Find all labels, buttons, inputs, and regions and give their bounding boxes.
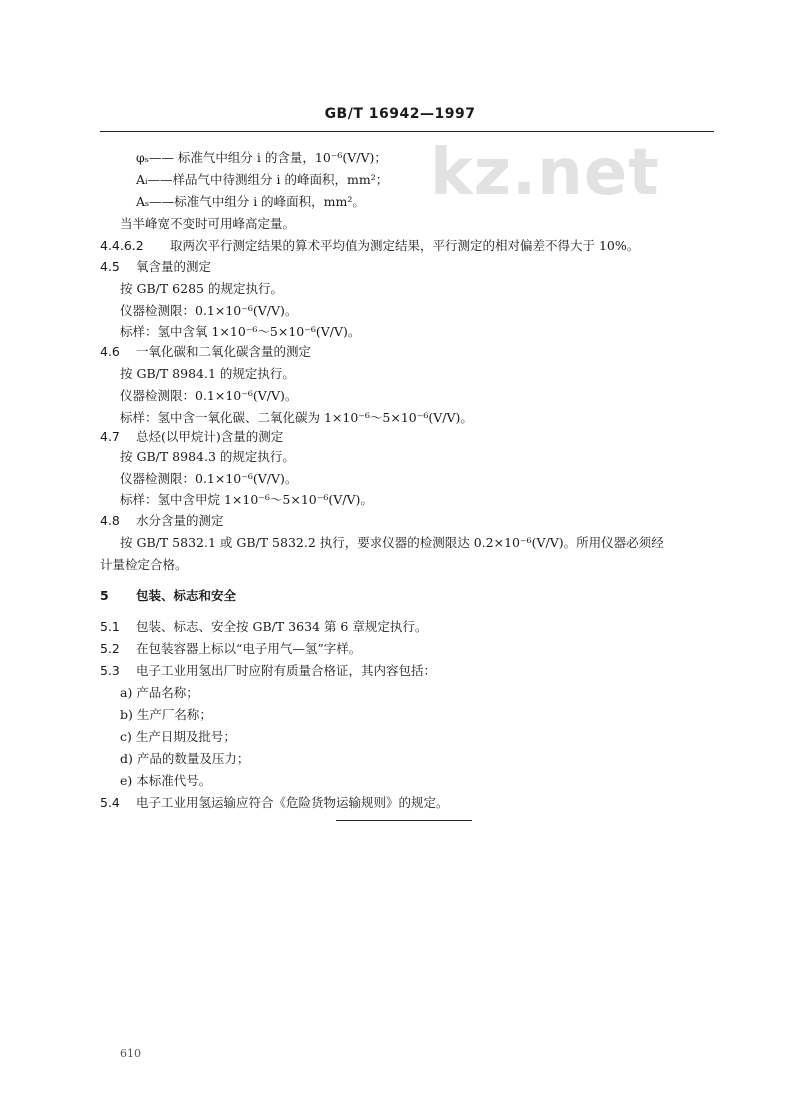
text-line: [120, 490, 373, 508]
line-text: 水分含量的测定: [136, 513, 224, 528]
section-line: [100, 639, 361, 657]
text-line: [120, 727, 236, 745]
text-line: [120, 749, 249, 767]
line-text: 包装、标志、安全按 GB/T 3634 第 6 章规定执行。: [136, 619, 428, 634]
text-line: [120, 364, 295, 382]
clause-number: 5.3: [100, 663, 120, 678]
line-text: e) 本标准代号。: [120, 773, 212, 788]
line-text: 仪器检测限：0.1×10⁻⁶(V/V)。: [120, 471, 298, 486]
line-text: 氧含量的测定: [136, 259, 212, 274]
clause-number: 5.1: [100, 619, 120, 634]
line-text: 一氧化碳和二氧化碳含量的测定: [136, 344, 312, 359]
text-line: [120, 386, 297, 404]
line-text: c) 生产日期及批号；: [120, 729, 236, 744]
line-text: 电子工业用氢运输应符合《危险货物运输规则》的规定。: [136, 795, 449, 810]
line-text: 标样：氢中含氧 1×10⁻⁶～5×10⁻⁶(V/V)。: [120, 324, 361, 339]
page-header-standard-number: GB/T 16942—1997: [324, 106, 476, 122]
line-text: 仪器检测限：0.1×10⁻⁶(V/V)。: [120, 303, 298, 318]
line-text: 标样：氢中含一氧化碳、二氧化碳为 1×10⁻⁶～5×10⁻⁶(V/V)。: [120, 410, 473, 425]
clause-number: 5.2: [100, 641, 120, 656]
clause-number: 4.7: [100, 429, 120, 444]
text-line: [136, 148, 387, 166]
section-line: [100, 793, 449, 811]
text-line: [120, 447, 295, 465]
clause-number: 4.8: [100, 513, 120, 528]
section-line: [100, 257, 211, 275]
text-line: [100, 555, 188, 573]
line-text: 取两次平行测定结果的算术平均值为测定结果，平行测定的相对偏差不得大于 10%。: [170, 238, 640, 253]
page-number: 610: [120, 1047, 141, 1060]
line-text: 当半峰宽不变时可用峰高定量。: [120, 216, 296, 231]
end-rule: [336, 820, 472, 821]
text-line: [120, 469, 297, 487]
text-line: [120, 279, 283, 297]
text-line: [120, 683, 199, 701]
watermark: kz.net: [430, 136, 660, 210]
text-line: [120, 771, 211, 789]
line-text: b) 生产厂名称；: [120, 707, 212, 722]
line-text: 按 GB/T 6285 的规定执行。: [120, 281, 283, 296]
line-text: 按 GB/T 8984.3 的规定执行。: [120, 449, 295, 464]
text-line: [120, 301, 297, 319]
line-text: 按 GB/T 5832.1 或 GB/T 5832.2 执行，要求仪器的检测限达 0.2×10⁻⁶(V/V)。所用仪器必须经: [120, 535, 664, 550]
clause-number: 4.4.6.2: [100, 238, 144, 253]
section-line: [100, 236, 639, 254]
line-text: 总烃(以甲烷计)含量的测定: [136, 429, 284, 444]
section-line: [100, 342, 311, 360]
section-line: [100, 617, 427, 635]
section-line: [100, 586, 236, 604]
line-text: φₛ—— 标准气中组分 i 的含量，10⁻⁶(V/V)；: [136, 150, 387, 165]
section-line: [100, 427, 283, 445]
line-text: 包装、标志和安全: [136, 588, 237, 603]
clause-number: 5: [100, 588, 109, 603]
text-line: [120, 533, 664, 551]
line-text: 标样：氢中含甲烷 1×10⁻⁶～5×10⁻⁶(V/V)。: [120, 492, 373, 507]
line-text: d) 产品的数量及压力；: [120, 751, 250, 766]
header-rule: [100, 131, 714, 132]
line-text: 在包装容器上标以“电子用气—氢”字样。: [136, 641, 362, 656]
line-text: 按 GB/T 8984.1 的规定执行。: [120, 366, 295, 381]
clause-number: 5.4: [100, 795, 120, 810]
line-text: 仪器检测限：0.1×10⁻⁶(V/V)。: [120, 388, 298, 403]
text-line: [120, 408, 473, 426]
line-text: 计量检定合格。: [100, 557, 188, 572]
clause-number: 4.6: [100, 344, 120, 359]
clause-number: 4.5: [100, 259, 120, 274]
line-text: a) 产品名称；: [120, 685, 199, 700]
text-line: [120, 705, 212, 723]
line-text: Aₛ——标准气中组分 i 的峰面积，mm²。: [136, 194, 365, 209]
text-line: [136, 192, 365, 210]
section-line: [100, 511, 224, 529]
line-text: Aᵢ——样品气中待测组分 i 的峰面积，mm²；: [136, 172, 389, 187]
line-text: 电子工业用氢出厂时应附有质量合格证，其内容包括：: [136, 663, 437, 678]
section-line: [100, 661, 436, 679]
text-line: [120, 322, 360, 340]
text-line: [120, 214, 295, 232]
text-line: [136, 170, 388, 188]
